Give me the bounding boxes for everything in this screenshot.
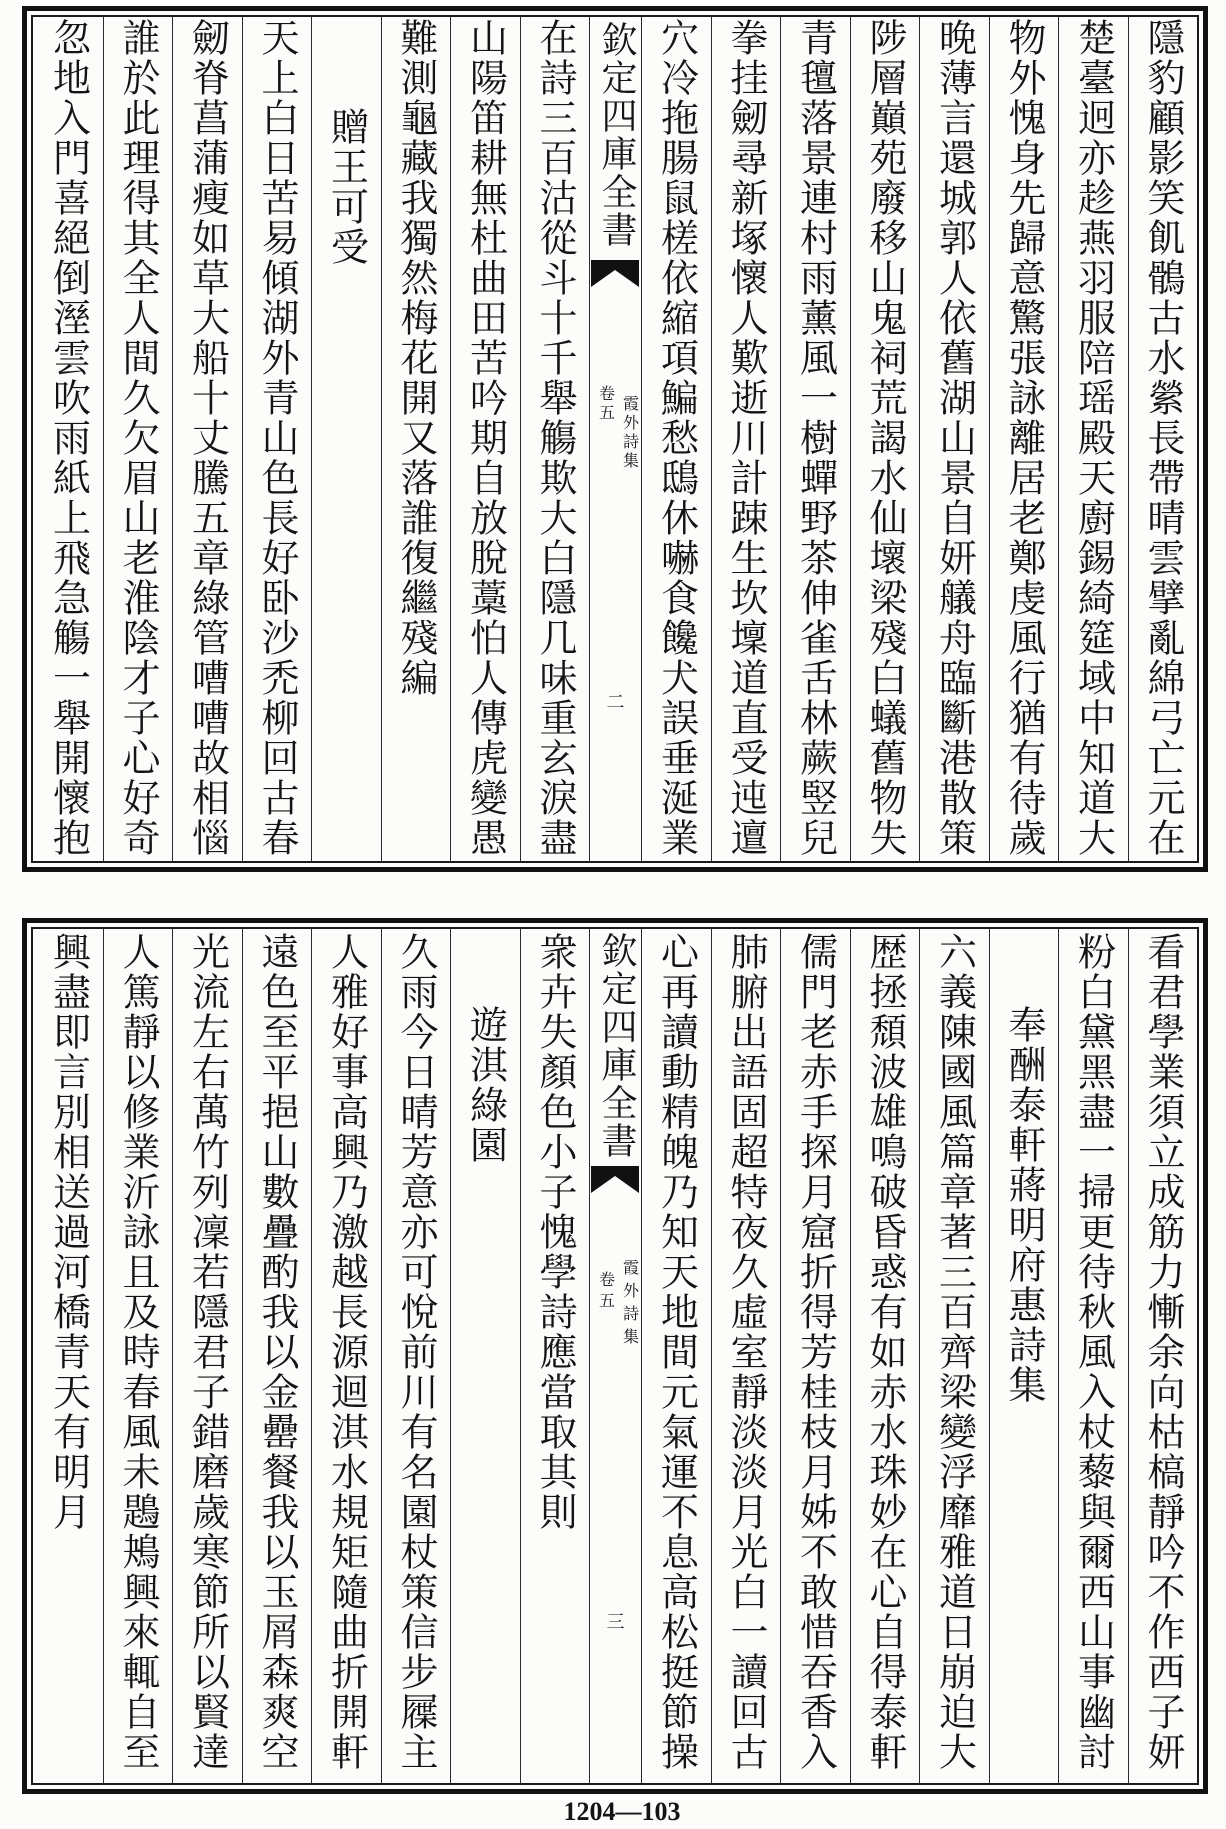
spine-volume: 卷五 (596, 385, 616, 423)
poem-title-column: 奉酬泰軒蔣明府惠詩集 (989, 929, 1059, 1783)
spine-leaf-number: 三 (606, 1612, 625, 1633)
spine-book-title: 霞外詩集 (620, 1259, 640, 1351)
spine-volume: 卷五 (596, 1271, 616, 1313)
text-column: 誰於此理得其全人間久欠眉山老淮陰才子心好奇 (103, 17, 173, 861)
text-column: 肺腑出語固超特夜久虛室靜淡淡月光白一讀回古 (711, 929, 781, 1783)
text-column: 陟層巔苑廢移山鬼祠荒謁水仙壞梁殘白蟻舊物失 (850, 17, 920, 861)
text-column: 拳挂劒尋新塚懷人歎逝川計踈生坎壈道直受迍邅 (711, 17, 781, 861)
bottom-half-page (22, 918, 1208, 1794)
spine-leaf-number: 二 (606, 692, 625, 713)
text-column: 忽地入門喜絕倒溼雲吹雨紙上飛急觴一舉開懷抱 (46, 18, 91, 858)
text-column: 難測龜藏我獨然梅花開又落誰復繼殘編 (381, 17, 451, 861)
spine-book-title: 霞外詩集 (620, 395, 640, 471)
spine-series-title: 欽定四庫全書 (596, 21, 637, 249)
text-column: 隱豹顧影笑飢鶻古水縈長帶晴雲擘亂綿弓亡元在 (1128, 17, 1198, 861)
spine-series-title: 欽定四庫全書 (596, 932, 637, 1160)
text-column: 儒門老赤手探月窟折得芳桂枝月姊不敢惜吞香入 (780, 929, 850, 1783)
poem-title-column: 贈王可受 (311, 17, 381, 861)
poem-title-column: 遊淇綠園 (450, 929, 520, 1783)
text-column: 在詩三百沽從斗十千舉觴欺大白隱几味重玄淚盡 (520, 17, 590, 861)
text-column: 楚臺迥亦趁燕羽服陪瑶殿天廚錫綺筵域中知道大 (1058, 17, 1128, 861)
fishtail-mark (591, 260, 639, 288)
text-column: 衆卉失顏色小子愧學詩應當取其則 (520, 929, 590, 1783)
text-column: 光流左右萬竹列凜若隱君子錯磨歲寒節所以賢達 (172, 929, 242, 1783)
text-column: 穴冷拖腸鼠槎依縮項鯿愁鴟休嚇食饞犬誤垂涎業 (641, 17, 711, 861)
text-column: 青氊落景連村雨薰風一樹蟬野茶伸雀舌林蕨竪兒 (780, 17, 850, 861)
text-column: 心再讀動精魄乃知天地間元氣運不息高松挺節操 (641, 929, 711, 1783)
page-code-footer: 1204—103 (563, 1797, 681, 1826)
top-half-page (22, 6, 1208, 872)
spine-column (589, 929, 641, 1783)
text-column: 看君學業須立成筋力慚余向枯槁靜吟不作西子妍 (1128, 929, 1198, 1783)
spine-column (589, 17, 641, 861)
text-column: 山陽笛耕無杜曲田苦吟期自放脫藁怕人傳虎變愚 (450, 17, 520, 861)
text-column: 晚薄言還城郭人依舊湖山景自妍艤舟臨斷港散策 (919, 17, 989, 861)
text-column: 久雨今日晴芳意亦可悅前川有名園杖策信步屧主 (381, 929, 451, 1783)
text-column: 歴拯頹波雄鳴破昏惑有如赤水珠妙在心自得泰軒 (850, 929, 920, 1783)
text-column: 遠色至平挹山數疊酌我以金罍餐我以玉屑森爽空 (242, 929, 312, 1783)
text-column: 人雅好事高興乃激越長源迴淇水規矩隨曲折開軒 (311, 929, 381, 1783)
text-column: 粉白黛黑盡一掃更待秋風入杖藜與爾西山事幽討 (1058, 929, 1128, 1783)
text-column: 興盡即言別相送過河橋青天有明月 (46, 932, 91, 1532)
text-column: 劒脊菖蒲瘦如草大船十丈騰五章綠管嘈嘈故相惱 (172, 17, 242, 861)
text-column: 人篤靜以修業沂詠且及時春風未鶗鴂興來輒自至 (103, 929, 173, 1783)
text-column: 六義陳國風篇章著三百齊梁變浮靡雅道日崩迫大 (919, 929, 989, 1783)
fishtail-mark (591, 1166, 639, 1194)
text-column: 物外愧身先歸意驚張詠離居老鄭虔風行猶有待歲 (989, 17, 1059, 861)
text-column: 天上白日苦易傾湖外青山色長好卧沙禿柳回古春 (242, 17, 312, 861)
